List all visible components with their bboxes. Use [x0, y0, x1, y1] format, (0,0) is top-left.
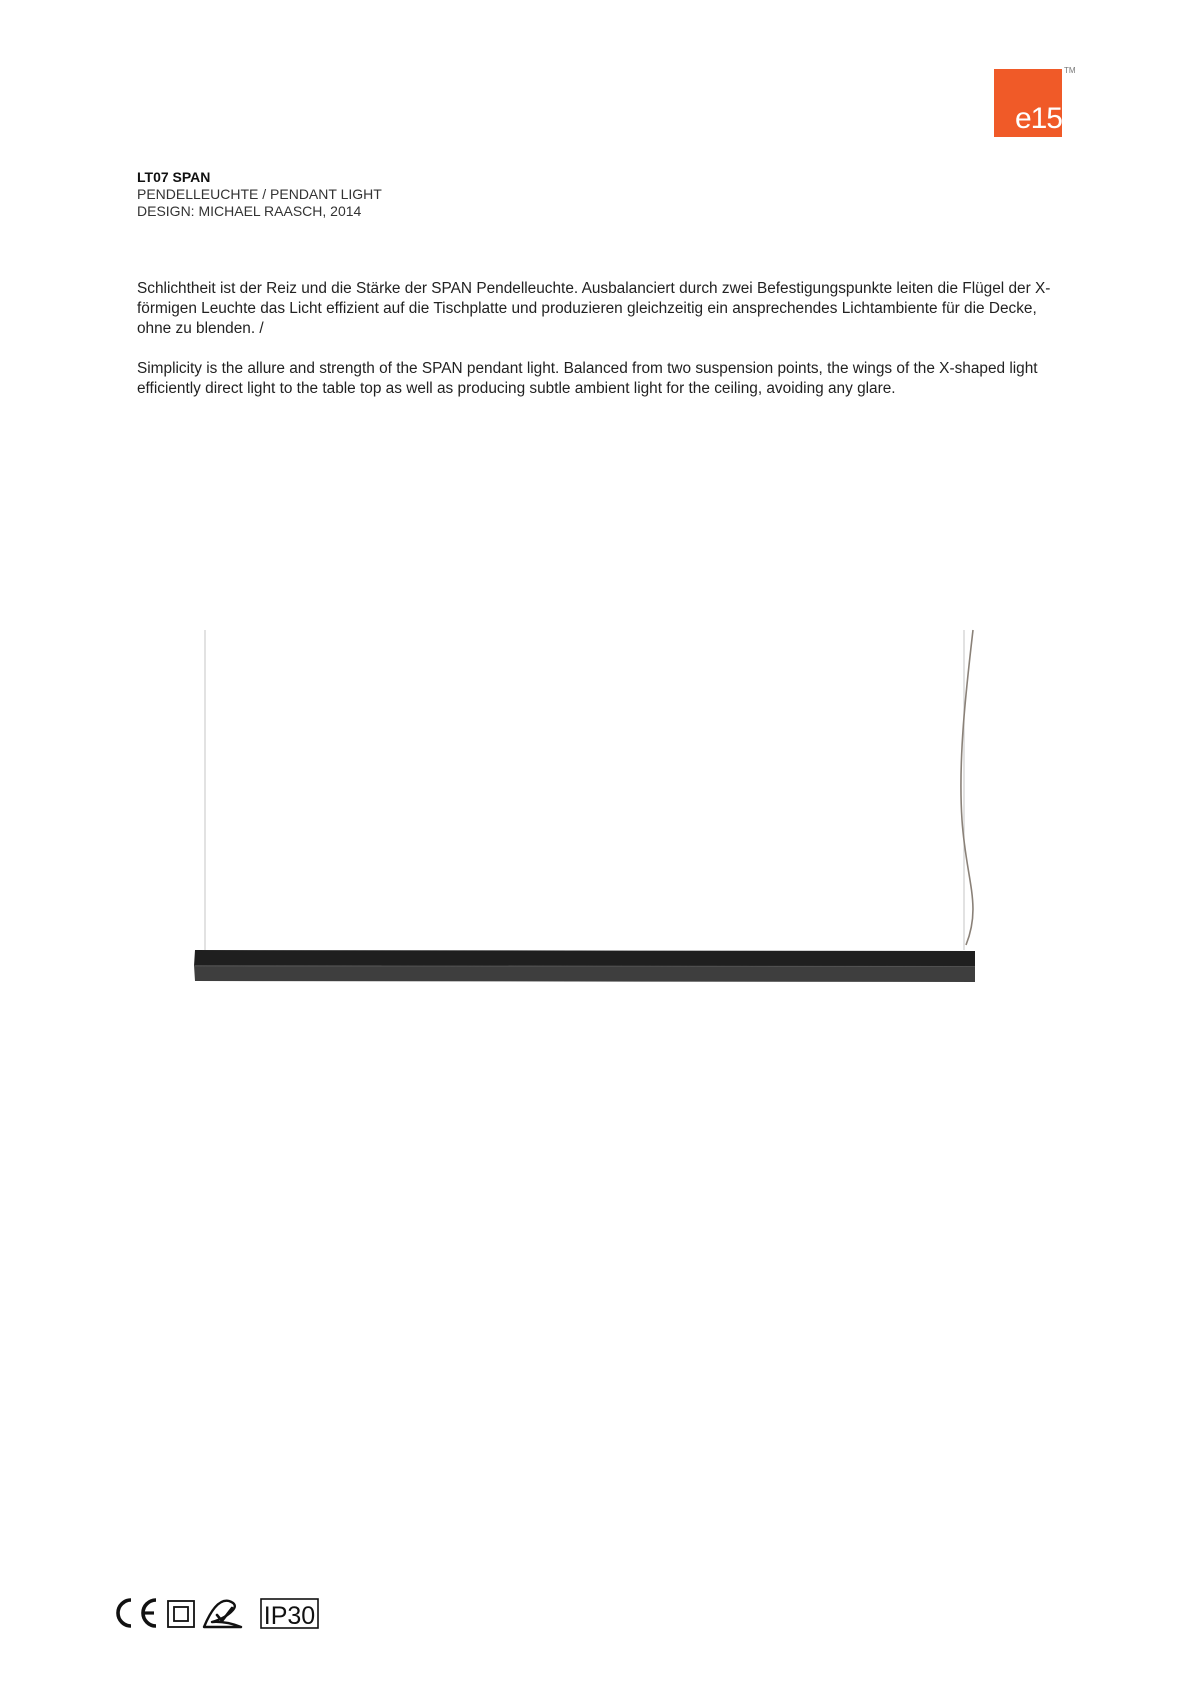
- ce-mark-icon: [118, 1600, 156, 1626]
- ip30-icon: [261, 1599, 318, 1630]
- description-german: Schlichtheit ist der Reiz und die Stärke der SPAN Pendelleuchte. Ausbalanciert durch zwei Befestigungspunkte leiten die Flügel der X-förmigen Leuchte das Licht effizient auf die Tischplatte und produzieren gleichzeitig ein ansprechendes Lichtambiente für die Decke, ohne zu blenden. /: [137, 280, 1051, 337]
- product-type: PENDELLEUCHTE / PENDANT LIGHT: [137, 186, 382, 202]
- product-title: LT07 SPAN: [137, 169, 211, 185]
- product-designer: DESIGN: MICHAEL RAASCH, 2014: [137, 203, 362, 219]
- description-english: Simplicity is the allure and strength of the SPAN pendant light. Balanced from two suspension points, the wings of the X-shaped light efficiently direct light to the table top as well as producing subtle ambient light for the ceiling, avoiding any glare.: [137, 360, 1038, 397]
- certification-marks: [116, 1596, 326, 1632]
- lamp-body-top: [194, 950, 975, 966]
- lamp-body-bottom: [194, 965, 975, 982]
- trademark-symbol: TM: [1064, 66, 1076, 75]
- double-insulation-icon: [168, 1601, 194, 1627]
- ip-rating-label: IP30: [263, 1602, 316, 1630]
- rcm-mark-icon: [204, 1601, 241, 1627]
- power-cable: [961, 630, 973, 945]
- brand-logo-text: e15: [1014, 102, 1062, 135]
